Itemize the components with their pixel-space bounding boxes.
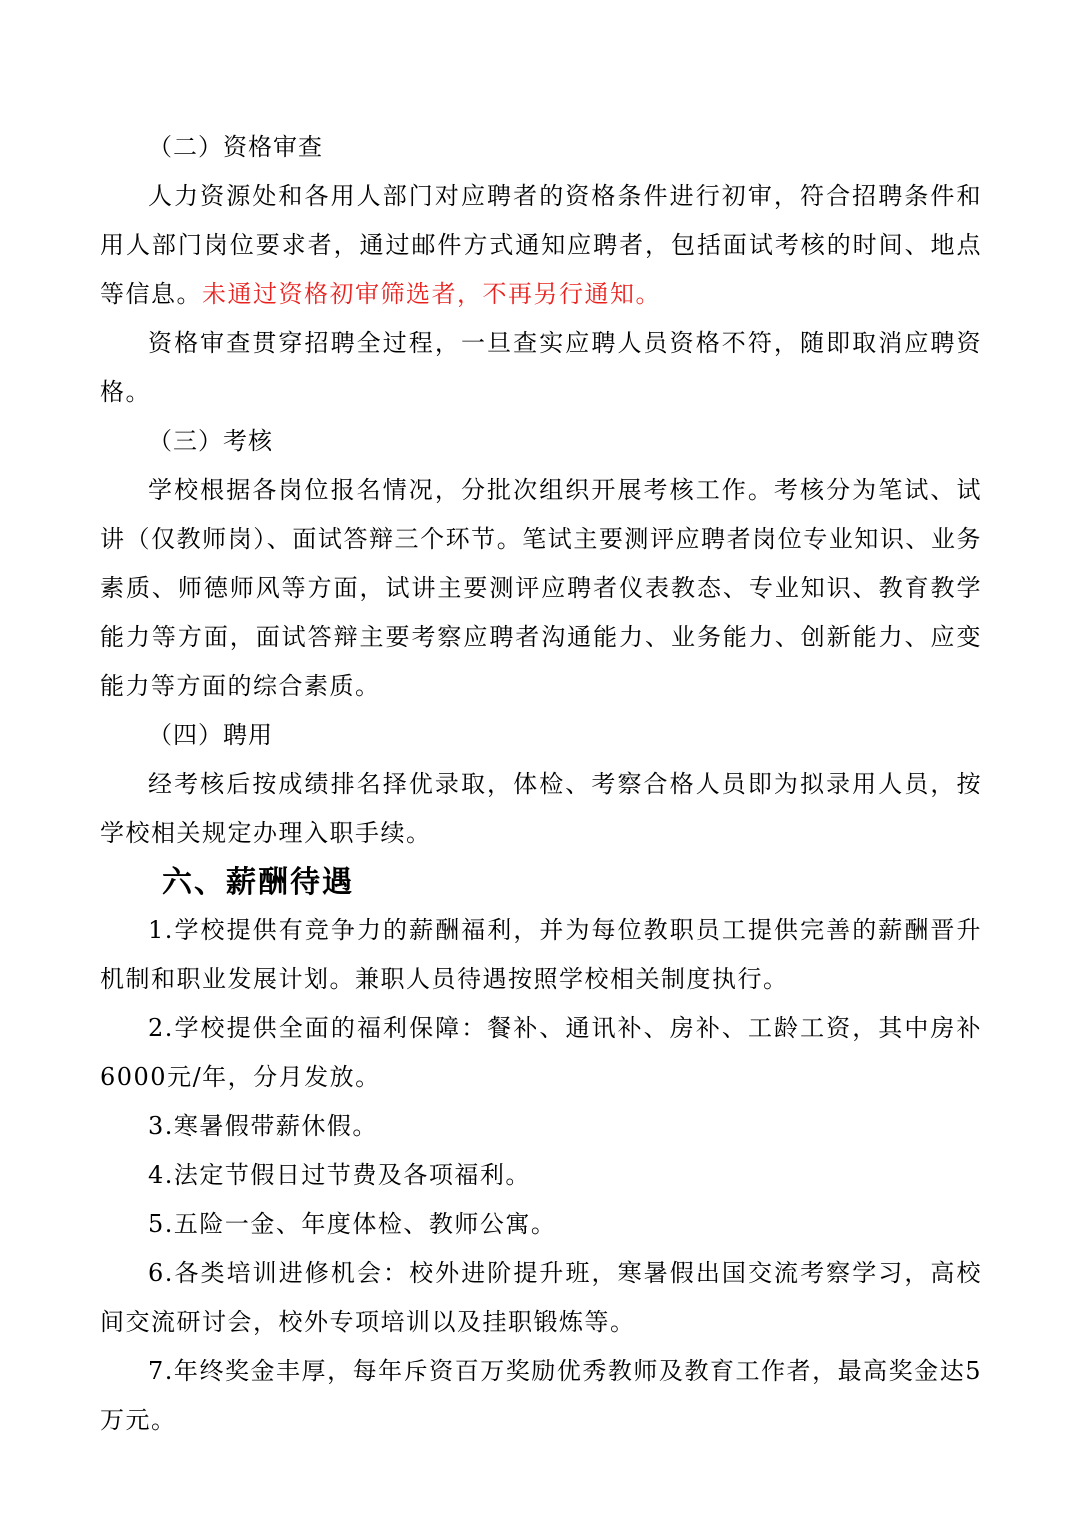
section-four-paragraph-1: 经考核后按成绩排名择优录取，体检、考察合格人员即为拟录用人员，按学校相关规定办理入职手续。 <box>100 770 982 847</box>
section-two-paragraph-1 <box>100 172 982 319</box>
section-two-paragraph-2: 资格审查贯穿招聘全过程，一旦查实应聘人员资格不符，随即取消应聘资格。 <box>100 329 982 406</box>
rejection-notice-red-text: 未通过资格初审筛选者，不再另行通知。 <box>202 280 661 308</box>
section-four-heading: （四）聘用 <box>148 721 273 749</box>
benefit-item-1: 1.学校提供有竞争力的薪酬福利，并为每位教职员工提供完善的薪酬晋升机制和职业发展计划。兼职人员待遇按照学校相关制度执行。 <box>100 916 982 993</box>
section-three-heading: （三）考核 <box>148 427 273 455</box>
benefit-item-3: 3.寒暑假带薪休假。 <box>148 1112 378 1140</box>
section-six-heading: 六、薪酬待遇 <box>162 865 354 900</box>
section-three-paragraph-1: 学校根据各岗位报名情况，分批次组织开展考核工作。考核分为笔试、试讲（仅教师岗）、面试答辩三个环节。笔试主要测评应聘者岗位专业知识、业务素质、师德师风等方面，试讲主要测评应聘者仪表教态、专业知识、教育教学能力等方面，面试答辩主要考察应聘者沟通能力、业务能力、创新能力、应变能力等方面的综合素质。 <box>100 476 982 700</box>
benefit-item-6: 6.各类培训进修机会：校外进阶提升班，寒暑假出国交流考察学习，高校间交流研讨会，校外专项培训以及挂职锻炼等。 <box>100 1259 982 1336</box>
section-two-heading: （二）资格审查 <box>148 133 323 161</box>
section-two-paragraph-1-text: 人力资源处和各用人部门对应聘者的资格条件进行初审，符合招聘条件和用人部门岗位要求者，通过邮件方式通知应聘者，包括面试考核的时间、地点等信息。 <box>100 182 982 308</box>
document-body <box>100 123 982 1445</box>
benefit-item-4: 4.法定节假日过节费及各项福利。 <box>148 1161 531 1189</box>
benefit-item-2: 2.学校提供全面的福利保障：餐补、通讯补、房补、工龄工资，其中房补6000元/年，分月发放。 <box>100 1014 982 1091</box>
benefit-item-7: 7.年终奖金丰厚，每年斥资百万奖励优秀教师及教育工作者，最高奖金达5万元。 <box>100 1357 982 1434</box>
benefit-item-5: 5.五险一金、年度体检、教师公寓。 <box>148 1210 557 1238</box>
